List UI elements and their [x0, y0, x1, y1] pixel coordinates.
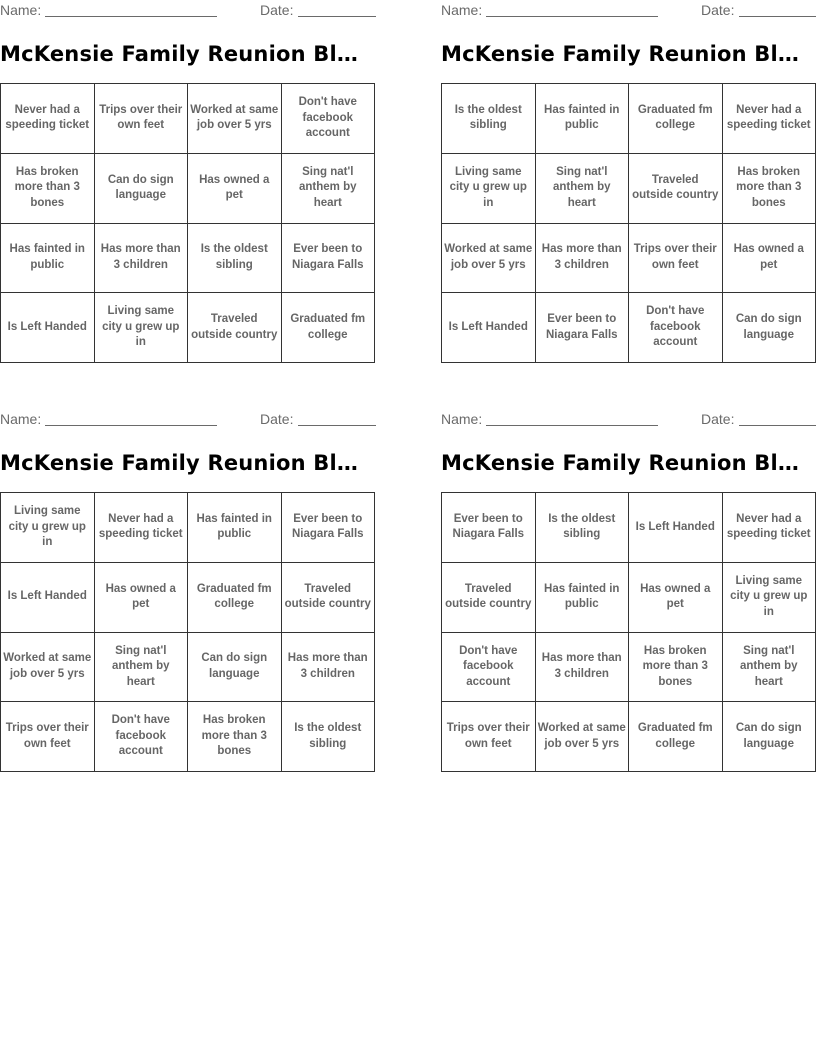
- bingo-cell: Traveled outside country: [629, 153, 723, 223]
- bingo-cell: Has more than 3 children: [535, 223, 629, 293]
- bingo-card-4: [441, 409, 816, 777]
- bingo-cell: Graduated fm college: [188, 562, 282, 632]
- bingo-cell: Graduated fm college: [629, 702, 723, 772]
- bingo-cell: Traveled outside country: [188, 293, 282, 363]
- grid-row: [1, 493, 375, 563]
- bingo-cell: Is the oldest sibling: [188, 223, 282, 293]
- grid-row: [1, 84, 375, 154]
- name-label: Name:: [441, 411, 483, 427]
- bingo-cell: Has broken more than 3 bones: [1, 153, 95, 223]
- bingo-cell: Sing nat'l anthem by heart: [535, 153, 629, 223]
- date-label: Date:: [260, 2, 294, 18]
- bingo-cell: Is Left Handed: [629, 493, 723, 563]
- card-header: [441, 2, 816, 20]
- name-label: Name:: [441, 2, 483, 18]
- bingo-cell: Trips over their own feet: [629, 223, 723, 293]
- grid-row: [1, 632, 375, 702]
- card-header: [0, 411, 376, 429]
- bingo-cell: Graduated fm college: [629, 84, 723, 154]
- bingo-cell: Is the oldest sibling: [535, 493, 629, 563]
- bingo-cell: Don't have facebook account: [94, 702, 188, 772]
- date-label: Date:: [260, 411, 294, 427]
- bingo-cell: Worked at same job over 5 yrs: [535, 702, 629, 772]
- bingo-cell: Can do sign language: [188, 632, 282, 702]
- date-field[interactable]: [739, 425, 816, 426]
- name-field[interactable]: [486, 16, 658, 17]
- bingo-cell: Sing nat'l anthem by heart: [94, 632, 188, 702]
- bingo-grid: [441, 83, 816, 363]
- date-field[interactable]: [298, 425, 376, 426]
- bingo-cell: Has broken more than 3 bones: [629, 632, 723, 702]
- bingo-cell: Can do sign language: [722, 293, 816, 363]
- bingo-cell: Worked at same job over 5 yrs: [1, 632, 95, 702]
- bingo-cell: Never had a speeding ticket: [1, 84, 95, 154]
- bingo-cell: Has fainted in public: [1, 223, 95, 293]
- bingo-cell: Don't have facebook account: [629, 293, 723, 363]
- bingo-cell: Worked at same job over 5 yrs: [188, 84, 282, 154]
- card-header: [0, 2, 376, 20]
- bingo-cell: Is the oldest sibling: [281, 702, 375, 772]
- grid-row: [1, 223, 375, 293]
- bingo-cell: Ever been to Niagara Falls: [442, 493, 536, 563]
- bingo-cell: Ever been to Niagara Falls: [281, 493, 375, 563]
- bingo-grid: [0, 492, 375, 772]
- bingo-cell: Has owned a pet: [94, 562, 188, 632]
- bingo-cell: Living same city u grew up in: [442, 153, 536, 223]
- bingo-cell: Has owned a pet: [629, 562, 723, 632]
- bingo-cell: Has owned a pet: [722, 223, 816, 293]
- grid-row: [1, 153, 375, 223]
- bingo-cell: Ever been to Niagara Falls: [281, 223, 375, 293]
- grid-row: [442, 153, 816, 223]
- grid-row: [442, 293, 816, 363]
- bingo-cell: Graduated fm college: [281, 293, 375, 363]
- bingo-cell: Has more than 3 children: [94, 223, 188, 293]
- date-label: Date:: [701, 2, 735, 18]
- bingo-cell: Has broken more than 3 bones: [722, 153, 816, 223]
- bingo-cell: Has fainted in public: [535, 84, 629, 154]
- bingo-cell: Has more than 3 children: [281, 632, 375, 702]
- bingo-cell: Is Left Handed: [1, 562, 95, 632]
- grid-row: [442, 632, 816, 702]
- bingo-cell: Is Left Handed: [442, 293, 536, 363]
- name-field[interactable]: [45, 425, 217, 426]
- name-label: Name:: [0, 411, 42, 427]
- bingo-cell: Living same city u grew up in: [722, 562, 816, 632]
- card-title: McKensie Family Reunion Bl…: [441, 42, 800, 66]
- bingo-cell: Sing nat'l anthem by heart: [722, 632, 816, 702]
- bingo-cell: Worked at same job over 5 yrs: [442, 223, 536, 293]
- bingo-grid: [441, 492, 816, 772]
- name-label: Name:: [0, 2, 42, 18]
- bingo-cell: Has more than 3 children: [535, 632, 629, 702]
- card-title: McKensie Family Reunion Bl…: [441, 451, 800, 475]
- bingo-cell: Has owned a pet: [188, 153, 282, 223]
- date-field[interactable]: [298, 16, 376, 17]
- bingo-cell: Traveled outside country: [442, 562, 536, 632]
- bingo-card-2: [441, 0, 816, 368]
- grid-row: [442, 223, 816, 293]
- bingo-cell: Has fainted in public: [535, 562, 629, 632]
- grid-row: [442, 84, 816, 154]
- bingo-cell: Is Left Handed: [1, 293, 95, 363]
- date-label: Date:: [701, 411, 735, 427]
- card-header: [441, 411, 816, 429]
- name-field[interactable]: [486, 425, 658, 426]
- bingo-cell: Has broken more than 3 bones: [188, 702, 282, 772]
- bingo-cell: Don't have facebook account: [442, 632, 536, 702]
- card-title: McKensie Family Reunion Bl…: [0, 42, 359, 66]
- bingo-cell: Traveled outside country: [281, 562, 375, 632]
- bingo-cell: Can do sign language: [94, 153, 188, 223]
- grid-row: [1, 293, 375, 363]
- grid-row: [1, 702, 375, 772]
- grid-row: [1, 562, 375, 632]
- bingo-cell: Trips over their own feet: [94, 84, 188, 154]
- bingo-grid: [0, 83, 375, 363]
- bingo-cell: Is the oldest sibling: [442, 84, 536, 154]
- bingo-cell: Ever been to Niagara Falls: [535, 293, 629, 363]
- bingo-cell: Living same city u grew up in: [94, 293, 188, 363]
- bingo-cell: Never had a speeding ticket: [722, 493, 816, 563]
- bingo-cell: Has fainted in public: [188, 493, 282, 563]
- bingo-cell: Trips over their own feet: [1, 702, 95, 772]
- bingo-cell: Don't have facebook account: [281, 84, 375, 154]
- grid-row: [442, 562, 816, 632]
- bingo-cell: Never had a speeding ticket: [94, 493, 188, 563]
- bingo-cell: Trips over their own feet: [442, 702, 536, 772]
- name-field[interactable]: [45, 16, 217, 17]
- bingo-cell: Never had a speeding ticket: [722, 84, 816, 154]
- card-title: McKensie Family Reunion Bl…: [0, 451, 359, 475]
- bingo-card-1: [0, 0, 376, 368]
- bingo-cell: Can do sign language: [722, 702, 816, 772]
- date-field[interactable]: [739, 16, 816, 17]
- bingo-cell: Living same city u grew up in: [1, 493, 95, 563]
- bingo-cell: Sing nat'l anthem by heart: [281, 153, 375, 223]
- bingo-card-3: [0, 409, 376, 777]
- grid-row: [442, 702, 816, 772]
- grid-row: [442, 493, 816, 563]
